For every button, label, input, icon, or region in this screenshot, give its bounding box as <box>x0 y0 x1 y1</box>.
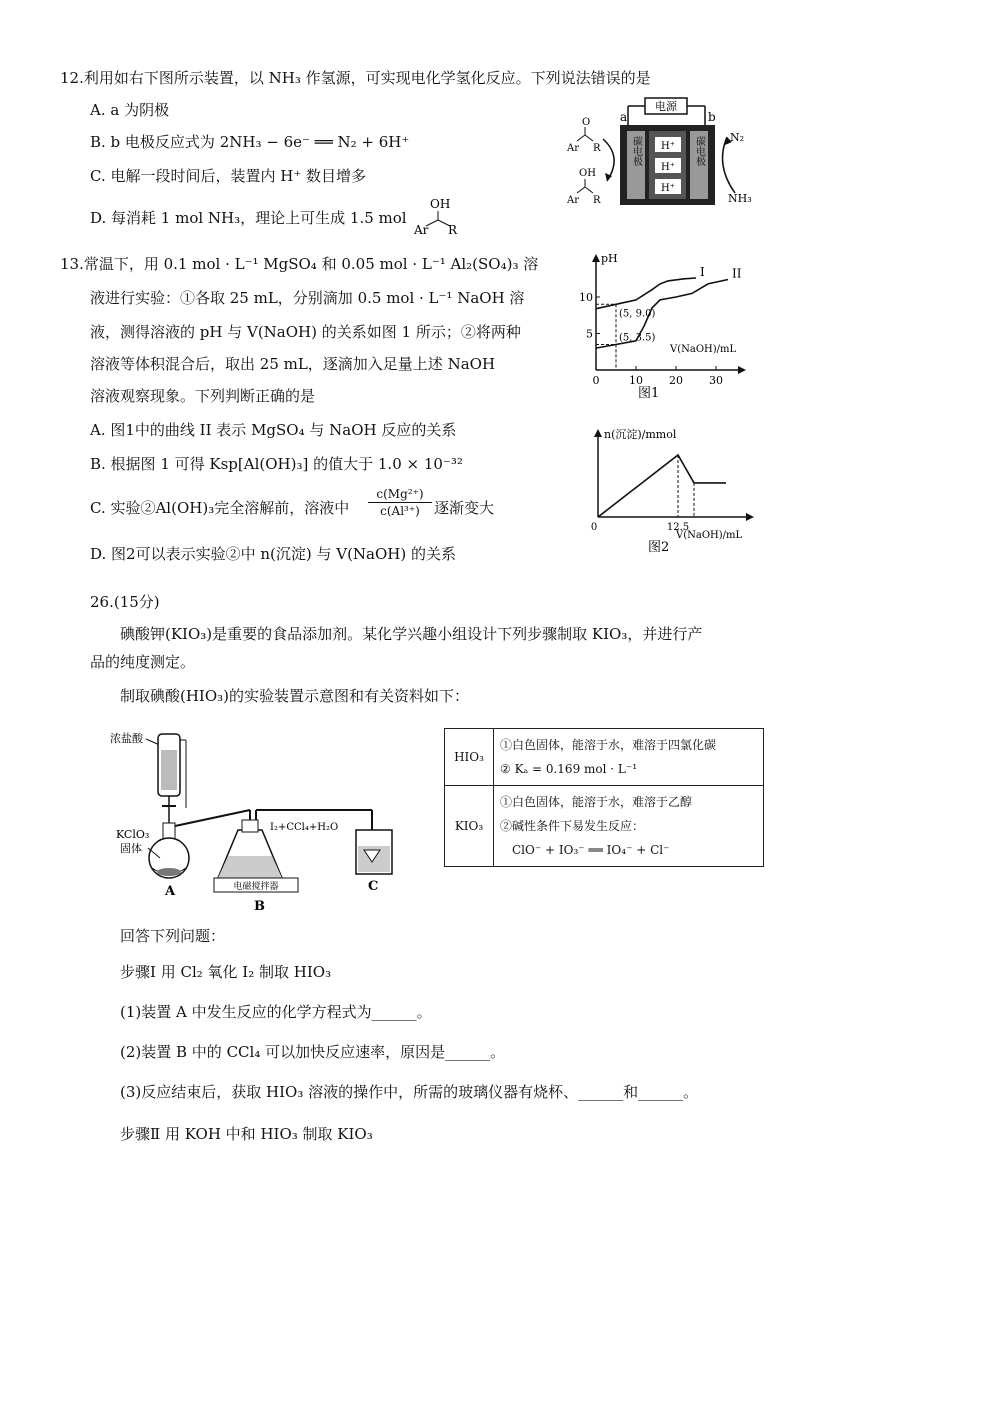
fig1-point-label: (5, 3.5) <box>619 332 656 344</box>
electrolysis-figure <box>565 95 760 210</box>
kclo3-solid-label: 固体 <box>120 842 142 855</box>
q12-option-c: C. 电解一段时间后，装置内 H⁺ 数目增多 <box>90 167 367 185</box>
fig2-curve <box>598 455 726 517</box>
row1-content <box>494 729 764 786</box>
row2-line2: ②碱性条件下易发生反应： <box>500 819 645 833</box>
label-a: A <box>165 884 176 899</box>
fig1-point-label: (5, 9.0) <box>619 308 656 320</box>
q12-stem: 12.利用如右下图所示装置，以 NH₃ 作氢源，可实现电化学氢化反应。下列说法错误的是 <box>60 69 651 87</box>
sub-question-2: (2)装置 B 中的 CCl₄ 可以加快反应速率，原因是______。 <box>120 1043 506 1061</box>
fraction-denominator: c(Al³⁺) <box>368 502 432 519</box>
nh3-label: NH₃ <box>728 192 752 205</box>
q13-option-d: D. 图2可以表示实验②中 n(沉淀) 与 V(NaOH) 的关系 <box>90 545 456 563</box>
table-row <box>445 786 764 867</box>
fig1-x-arrow <box>738 366 746 374</box>
q13-option-c-fraction <box>368 486 432 519</box>
fig2-y-arrow <box>594 429 602 437</box>
q13-stem-line3: 液，测得溶液的 pH 与 V(NaOH) 的关系如图 1 所示；②将两种 <box>90 323 521 341</box>
fig1-curve-II <box>596 280 728 349</box>
label-b: B <box>254 899 265 914</box>
figure-2-chart <box>588 425 763 555</box>
left-electrode-label: 碳电极 <box>630 136 642 166</box>
alcohol-oh-label: OH <box>579 168 596 179</box>
stirrer-label: 电磁搅拌器 <box>233 882 279 892</box>
proton-3: H⁺ <box>661 183 675 194</box>
fig1-curve-label-II: II <box>732 266 742 281</box>
sub-question-1: (1)装置 A 中发生反应的化学方程式为______。 <box>120 1003 432 1021</box>
kclo3-label: KClO₃ <box>116 828 150 841</box>
fig2-ylabel: n(沉淀)/mmol <box>604 428 677 441</box>
q13-option-c-post: 逐渐变大 <box>434 499 495 517</box>
q13-stem-line4: 溶液等体积混合后，取出 25 mL，逐滴加入足量上述 NaOH <box>90 355 496 373</box>
q13-option-b: B. 根据图 1 可得 Ksp[Al(OH)₃] 的值大于 1.0 × 10⁻³² <box>90 455 463 473</box>
fraction-numerator: c(Mg²⁺) <box>376 487 424 501</box>
proton-1: H⁺ <box>661 141 675 152</box>
fig2-xtick-label: 12.5 <box>666 522 690 533</box>
d-oh-label: OH <box>430 197 451 211</box>
fig1-xtick-label: 0 <box>592 374 600 387</box>
table-row <box>445 729 764 786</box>
right-electrode-label: 碳电极 <box>693 136 705 166</box>
q26-intro-line1: 碘酸钾(KIO₃)是重要的食品添加剂。某化学兴趣小组设计下列步骤制取 KIO₃，并进行产 <box>120 625 703 643</box>
q13-stem-line5: 溶液观察现象。下列判断正确的是 <box>90 387 316 405</box>
fig1-ytick-label: 10 <box>579 291 593 304</box>
fig1-y-arrow <box>592 254 600 262</box>
sub-question-3: (3)反应结束后，获取 HIO₃ 溶液的操作中，所需的玻璃仪器有烧杯、______和______。 <box>120 1083 699 1101</box>
row2-header: KIO₃ <box>445 786 494 867</box>
q13-option-a: A. 图1中的曲线 II 表示 MgSO₄ 与 NaOH 反应的关系 <box>90 421 457 439</box>
fig1-xtick-label: 10 <box>629 374 643 387</box>
apparatus-diagram <box>110 728 410 918</box>
electrode-b-label: b <box>708 110 716 124</box>
fig1-xtick-label: 30 <box>709 374 723 387</box>
properties-table <box>444 728 764 867</box>
fig2-caption: 图2 <box>648 540 670 555</box>
fig1-caption: 图1 <box>638 386 660 401</box>
fig1-xlabel: V(NaOH)/mL <box>670 344 737 355</box>
step-1-title: 步骤Ⅰ 用 Cl₂ 氧化 I₂ 制取 HIO₃ <box>120 963 332 981</box>
q13-stem-line2: 液进行实验：①各取 25 mL，分别滴加 0.5 mol · L⁻¹ NaOH 溶 <box>90 289 525 307</box>
label-c: C <box>368 879 379 894</box>
row1-header: HIO₃ <box>445 729 494 786</box>
fig2-xlabel: V(NaOH)/mL <box>676 530 743 541</box>
step-2-title: 步骤Ⅱ 用 KOH 中和 HIO₃ 制取 KIO₃ <box>120 1125 373 1143</box>
fig1-curve-label-I: I <box>700 265 705 280</box>
row1-line1: ①白色固体，能溶于水，难溶于四氯化碳 <box>500 738 717 752</box>
ketone-ar-label: Ar <box>567 143 580 154</box>
alcohol-ar-label: Ar <box>567 195 580 206</box>
row2-line1: ①白色固体，能溶于水，难溶于乙醇 <box>500 795 693 809</box>
n2-label: N₂ <box>730 131 745 144</box>
q13-option-c-pre: C. 实验②Al(OH)₃完全溶解前，溶液中 <box>90 499 350 517</box>
q26-header: 26.(15分) <box>90 593 160 611</box>
q26-apparatus-intro: 制取碘酸(HIO₃)的实验装置示意图和有关资料如下： <box>120 687 470 705</box>
alcohol-r-label: R <box>593 195 601 206</box>
q12-option-d: D. 每消耗 1 mol NH₃，理论上可生成 1.5 mol <box>90 209 407 227</box>
power-label: 电源 <box>655 100 677 113</box>
fig2-x-arrow <box>746 513 754 521</box>
row2-line3: ClO⁻ + IO₃⁻ ══ IO₄⁻ + Cl⁻ <box>512 843 670 857</box>
q12-option-b: B. b 电极反应式为 2NH₃ − 6e⁻ ══ N₂ + 6H⁺ <box>90 133 410 151</box>
electrode-a-label: a <box>620 110 628 124</box>
q13-stem-line1: 13.常温下，用 0.1 mol · L⁻¹ MgSO₄ 和 0.05 mol · L⁻¹ Al₂(SO₄)₃ 溶 <box>60 255 539 273</box>
d-ar-label: Ar <box>414 223 429 236</box>
d-r-label: R <box>448 223 458 236</box>
ketone-o-label: O <box>582 117 591 128</box>
q12-option-a: A. a 为阴极 <box>90 101 170 119</box>
proton-2: H⁺ <box>661 162 675 173</box>
fig1-xtick-label: 20 <box>669 374 683 387</box>
fig1-ylabel: pH <box>601 252 618 265</box>
fig2-xtick-label: 0 <box>590 522 598 533</box>
answer-prompt: 回答下列问题： <box>120 927 226 945</box>
q26-intro-line2: 品的纯度测定。 <box>90 653 196 671</box>
row2-content <box>494 786 764 867</box>
figure-1-chart <box>578 250 758 402</box>
ketone-r-label: R <box>593 143 601 154</box>
mixture-label: I₂+CCl₄+H₂O <box>270 822 339 833</box>
hcl-label: 浓盐酸 <box>110 732 143 745</box>
row1-line2: ② Kₐ = 0.169 mol · L⁻¹ <box>500 762 638 776</box>
fig1-ytick-label: 5 <box>586 327 593 341</box>
q12-option-d-structure <box>408 194 478 236</box>
